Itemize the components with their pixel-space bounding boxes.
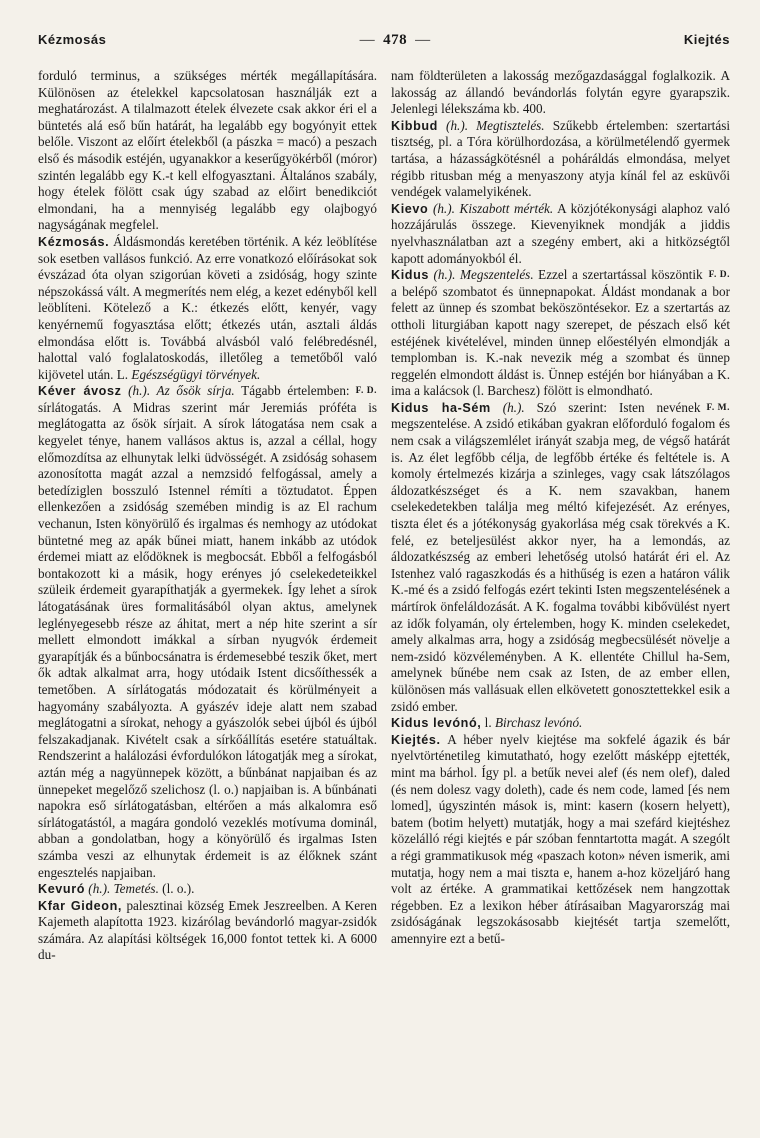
entry-body: Szűkebb értelemben: szertartási tisztség, pl. a Tóra körülhordozása, a körülmetélendő gyermek tartása, a házasságkötésnél a poháráldás elmondása, melyet régibb ritusban még a menyaszony atyja kínál fel az esküvői vendégek valamelyikének. xyxy=(391,117,730,200)
entry-gloss: (h.). Kiszabott mérték. xyxy=(428,200,554,216)
entry-gloss: (h.). Megtisztelés. xyxy=(437,117,545,133)
dictionary-entry xyxy=(391,400,730,715)
entry-body: forduló terminus, a szükséges mérték megállapítására. Különösen az ételekkel kapcsolatosan használják ezt a meghatározást. A tilalmazott ételek élvezete csak akkor éri el a büntetés alá eső bűn határát, ha legalább egy bogyónyit ettek belőle. Viszont az előírt ételekből (a pászka = macó) a peszach első és második estéjén, ugyanakkor a keserűgyökérből (móror) szintén legalább egy K.-t kell elfogyasztani. Általános szabály, hogy ételek fölött csak úgy szabad az előirt benedikciót elmondani, ha a mennyiség legalább egy olajbogyó nagyságának megfelel. xyxy=(38,68,377,233)
entry-gloss: (h.). xyxy=(490,399,525,415)
entry-gloss: (h.). Az ősök sírja. xyxy=(121,383,235,399)
left-column xyxy=(38,68,377,964)
dictionary-entry xyxy=(391,118,730,201)
dictionary-entry xyxy=(391,68,730,118)
entry-headword: Kéver ávosz xyxy=(38,384,122,399)
entry-headword: Kidus ha-Sém xyxy=(391,400,491,415)
right-column xyxy=(391,68,730,964)
entry-headword: Kézmosás. xyxy=(38,234,110,249)
dictionary-entry xyxy=(391,732,730,948)
entry-body: Ezzel a szertartással köszöntik a belépő szombatot és ünnepnapokat. Áldást mondanak a bor felett az ünnep és szombat beköszöntésekor. Ez a szertartás az ottholi liturgiában kapott nagy szerepet, de pészach első két estéjének kivételével, minden ünnep előestélyén elmondják a templomban is. K.-nak nevezik még a szombat és ünnep reggelén elmondott áldást is. Ünnep estéjén bor hiányában a K. ima a kalácsok (l. Barchesz) fölött is elmondható. xyxy=(391,267,730,399)
dictionary-entry xyxy=(38,234,377,383)
entry-body: A héber nyelv kiejtése ma sokfelé ágazik és bár nyelvtörténetileg kimutatható, hogy ezelőtt másképp ejtették, mint ma bárhol. Így pl. a betűk nevei alef (és nem olef), daled (és nem dolesz vagy doleth), cade és nem code, lamed [és nem lomed], úgyszintén mások is, mint: kasern (kosern helyett), batem (botim helyett) mutatják, hogy a mai szefárd kiejtéshez közelálló régi kiejtés e pár szóban fenntartotta magát. A szególt a régi grammatikusok még «paszach koton» néven ismerik, ami mutatja, hogy nem a mai tiszta e, hanem a-hoz közeljáró hang volt az értéke. A grammatikai kettőzések nem hangzottak régebben. Ez a lexikon héber átírásaiban Magyarország mai zsidóságának legszokásosabb kiejtését tartja szemelőtt, amennyire ezt a betű- xyxy=(391,731,730,946)
running-head xyxy=(38,32,730,54)
entry-headword: Kibbud xyxy=(391,118,438,133)
author-signature: F. D. xyxy=(355,386,377,397)
dictionary-entry xyxy=(391,201,730,267)
entry-body: palesztinai község Emek Jeszreelben. A Keren Kajemeth alapította 1923. kizárólag bevándorló magyar-zsidók számára. Az alapítási költségek 16,000 fontot tettek ki. A 6000 du- xyxy=(38,897,377,963)
dictionary-entry xyxy=(391,715,730,732)
entry-gloss: (h.). Megszentelés. xyxy=(428,267,534,283)
dictionary-entry xyxy=(38,881,377,898)
entry-headword: Kidus xyxy=(391,268,429,283)
entry-body: (l. o.). xyxy=(158,881,195,897)
header-right-headword: Kiejtés xyxy=(683,32,730,47)
entry-headword: Kievo xyxy=(391,201,429,216)
cross-reference: Birchasz levónó. xyxy=(494,715,583,731)
entry-headword: Kfar Gideon, xyxy=(38,898,122,913)
dictionary-entry xyxy=(391,267,730,400)
entry-body: Áldásmondás keretében történik. A kéz leöblítése sok esetben vallásos funkció. Az erre vonatkozó előírásokat sok évszázad óta olyan szigorúan követi a zsidóság, hogy szinte népszokássá vált. A megmerítés nem elég, a kezet edényből kell leöblíteni. Kötelező a K.: étkezés előtt, kenyér, vagy kenyérnemű fogyasztása előtt; étkezés után, asztali áldás elmondása előtt is. Továbbá alvásból való felébredésnél, halottal való foglalatoskodás, illetőleg a temetőből való kijövetel után. L. xyxy=(38,233,377,382)
dictionary-entry xyxy=(38,898,377,964)
author-signature: F. D. xyxy=(708,270,730,281)
dictionary-entry xyxy=(38,383,377,881)
dictionary-entry xyxy=(38,68,377,234)
entry-body: Szó szerint: Isten nevének megszentelése. A zsidó etikában gyakran előforduló fogalom és nem csak a világszemlélet irányát szabja meg, de végső határát is. Az élet legfőbb célja, de legfőbb értéke és feltétele is. A komoly értelmezés kizárja a szinleges, vagy csak látszólagos áldozatkészséget és a K. nem szavakban, hanem cselekedetekben találja meg méltó kifejezését. Az erényes, tiszta élet és a jótékonyság gyakorlása még csak törekvés a K. felé, ez beteljesülést akkor nyer, ha a lemondás, az áldozatkészség az emberi lehetőség utolsó határát éri el. Az Istenhez való ragaszkodás és a hithűség is ezen a határon válik K.-mé és a zsidó felfogás ezért tekinti Isten megszentelésének a mártírok önfeláldozását. A K. fogalma további kibővülést nyert az idők folyamán, oly értelemben, hogy K. minden cselekedet, amely alkalmas arra, hogy a zsidóság megbecsülését növelje a nem-zsidó közvéleményben. A K. ellentéte Chillul ha-Sem, amelynek bűnébe nem csak az Isten, de az ember ellen, különösen más vallásuak ellen elkövetett gonosztettekkel esik a zsidó ember. xyxy=(391,399,730,714)
entry-body: nam földterületen a lakosság mezőgazdasággal foglalkozik. A lakosság az állandó bevándorlás folytán egyre gyarapszik. Jelenlegi lélekszáma kb. 400. xyxy=(391,68,730,117)
entry-body: l. xyxy=(481,715,495,731)
author-signature: F. M. xyxy=(706,402,730,413)
entry-headword: Kidus levónó, xyxy=(391,716,482,731)
entry-body: Tágabb értelemben: sírlátogatás. A Midras szerint már Jeremiás próféta is meglátogatta az ősök sírjait. A sírok látogatása nem csak a kegyelet ténye, hanem vallásos aktus is, azzal a céllal, hogy előmozdítsa az elhunytak lelki üdvösségét. A zsidóság sohasem azonosította magát azzal a nemzsidó felfogással, amely a betedíziglen bosszuló Istennel rémíti a töztudatot. Éppen ellenkezően a zsidóság szemében mindig is az El rachum vechanun, Isten könyörülő és irgalmas és nemhogy az utódokat büntetné meg az apák bűnei miatt, hanem inkább az utódok érdemei miatt az elődöknek is megbocsát. Ebből a felfogásból bontakozott ki a másik, hogy erényes jó cselekedeteikkel szüleik érdemeit gyarapíthatják a gyermekek. Így lehet a sírok látogatásának üres formalitásából olyan aktus, amelynek leglényegesebb része az áhitat, mert a nép hite szerint a sír mellett elmondott imákkal a sírban nyugvók érdemeit gyarapítják és a bűnbocsánatra is érdemesebbé teszik őket, mert ők adtak alkalmat arra, hogy utódaik Istent dicsőíthessék a temetőben. A sírlátogatás módozatait és körülményeit a hagyomány szabályozta. A gyászév ideje alatt nem szabad meglátogatni a sírokat, nehogy a gyászolók sebei újból és újból felszakadjanak. Kivételt csak a sírkőállítás esetére statuáltak. Rendszerint a halálozási évfordulókon látogatják meg a sírokat, aztán még a nagyünnepek között, a bűnbánat napjaiban és az ünnepeket megelőző szelichosz (l. o.) napjaiban is. A bűnbánati napokra eső sírlátogatásban, eltérően a más alkalomra eső sírlátogatástól, a magára gondoló vezeklés motívuma dominál, abban a gondolatban, hogy a könyörülő és irgalmas Isten számba veszi az elhunytak érdemeit is az élőknek szánt engesztelés napjaiban. xyxy=(38,383,377,880)
header-left-headword: Kézmosás xyxy=(38,32,107,47)
page-number: — 478 — xyxy=(352,32,439,49)
cross-reference: Egészségügyi törvények. xyxy=(131,366,261,382)
entry-headword: Kiejtés. xyxy=(391,732,441,747)
entry-gloss: (h.). Temetés. xyxy=(85,881,159,897)
text-columns xyxy=(38,68,730,964)
entry-headword: Kevuró xyxy=(38,882,85,897)
entry-body: A közjótékonysági alaphoz való hozzájárulás összege. Kievenyiknek mondják a jiddis nyelvhasználatban azt a szegény embert, aki a hitközségtől kapott adományokból él. xyxy=(391,200,731,266)
